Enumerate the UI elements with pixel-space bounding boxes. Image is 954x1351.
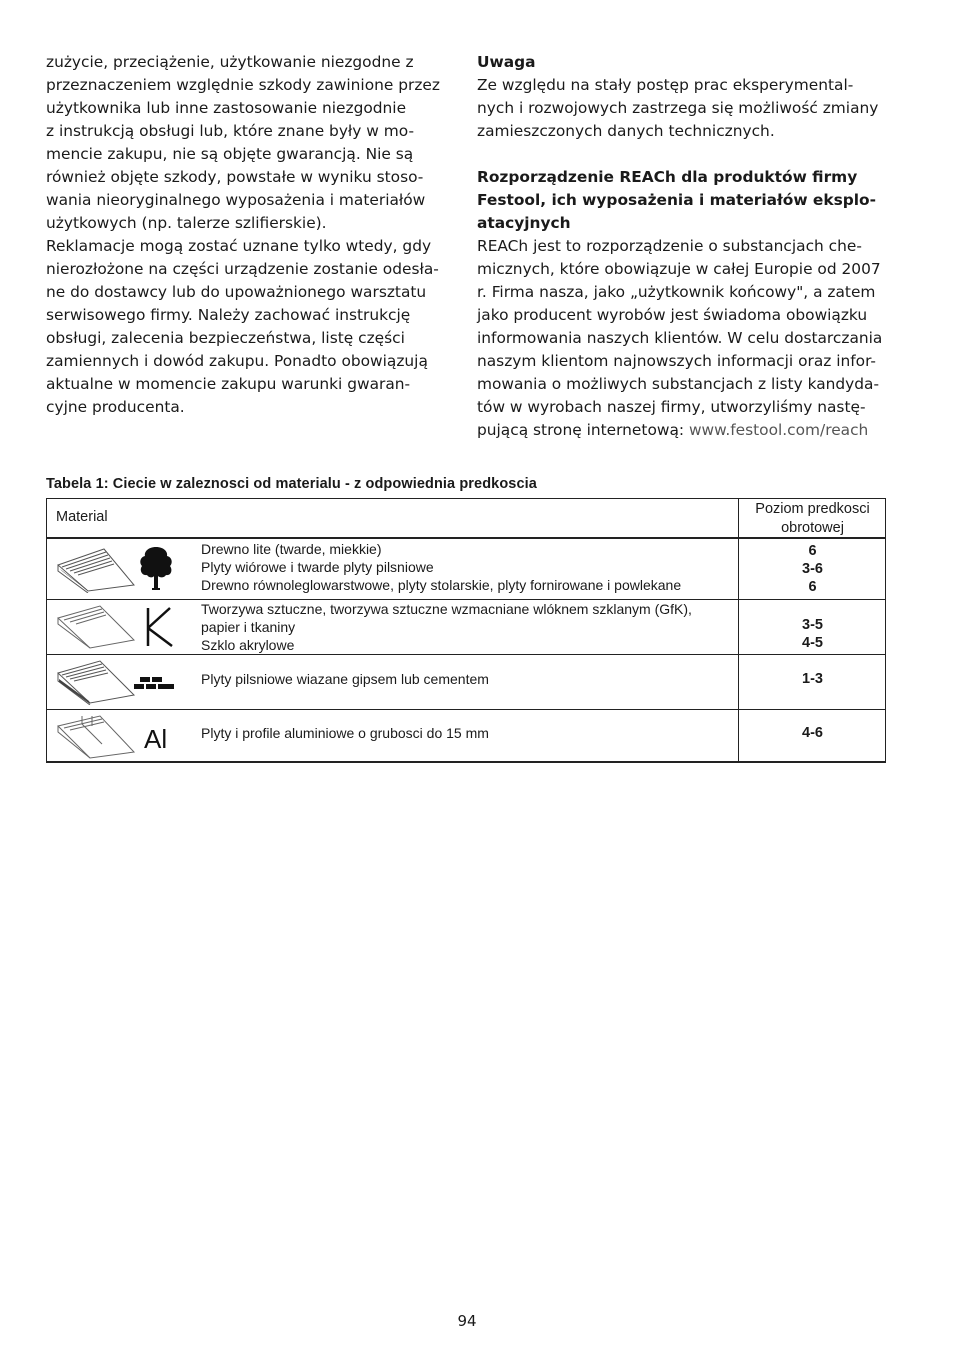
material-speed-table	[46, 498, 886, 763]
notes-text-column	[477, 51, 886, 442]
text-line: serwisowego firmy. Należy zachować instrukcję	[46, 306, 411, 324]
speed-value: 4-5	[802, 635, 823, 651]
reach-url-link[interactable]: www.festool.com/reach	[688, 421, 869, 439]
board-stack-icon	[56, 545, 136, 593]
tree-icon	[138, 545, 174, 591]
material-name: Plyty wiórowe i twarde plyty pilsniowe	[201, 559, 434, 575]
table-row	[46, 655, 886, 709]
table-row	[46, 710, 886, 761]
text-line: zamiennych i dowód zakupu. Ponadto obowiązują	[46, 352, 428, 370]
text-line: mencie zakupu, nie są objęte gwarancją. Nie są	[46, 145, 414, 163]
material-name: Drewno lite (twarde, miekkie)	[201, 541, 382, 557]
aluminium-icon	[142, 724, 178, 752]
text-line: mowania o możliwych substancjach z listy kandyda-	[477, 375, 880, 393]
speed-value: 3-5	[802, 617, 823, 633]
speed-value: 4-6	[802, 725, 823, 741]
text-line: tów w wyrobach naszej firmy, utworzyliśmy nastę-	[477, 398, 866, 416]
text-line: zamieszczonych danych technicznych.	[477, 122, 775, 140]
text-line: użytkownika lub inne zastosowanie niezgodnie	[46, 99, 407, 117]
speed-value: 6	[808, 543, 817, 559]
text-line: nierozłożone na części urządzenie zostanie odesła-	[46, 260, 439, 278]
reach-heading-line: atacyjnych	[477, 214, 571, 232]
table-row	[46, 539, 886, 599]
text-line: informowania naszych klientów. W celu dostarczania	[477, 329, 883, 347]
aluminium-symbol: Al	[144, 724, 168, 752]
header-material: Material	[56, 509, 108, 525]
text-line: zużycie, przeciążenie, użytkowanie niezgodne z	[46, 53, 414, 71]
text-line: r. Firma nasza, jako „użytkownik końcowy", a zatem	[477, 283, 876, 301]
speed-value: 6	[808, 579, 817, 595]
reach-last-line: pującą stronę internetową:	[477, 421, 685, 439]
reach-heading-line: Rozporządzenie REACh dla produktów firmy	[477, 168, 858, 186]
text-line: obsługi, zalecenia bezpieczeństwa, listę części	[46, 329, 405, 347]
text-line: również objęte szkody, powstałe w wyniku stoso-	[46, 168, 424, 186]
text-line: ne do dostawcy lub do upoważnionego warsztatu	[46, 283, 427, 301]
table-row	[46, 600, 886, 654]
speed-value: 3-6	[802, 561, 823, 577]
text-line: nych i rozwojowych zastrzega się możliwość zmiany	[477, 99, 879, 117]
text-line: jako producent wyrobów jest świadoma obowiązku	[477, 306, 868, 324]
material-name: Plyty i profile aluminiowe o grubosci do 15 mm	[201, 725, 489, 741]
material-name: Tworzywa sztuczne, tworzywa sztuczne wzmacniane wlóknem szklanym (GfK),	[201, 601, 692, 617]
text-line: użytkowych (np. talerze szlifierskie).	[46, 214, 327, 232]
page-number: 94	[457, 1312, 477, 1330]
reach-heading-line: Festool, ich wyposażenia i materiałów eksplo-	[477, 191, 876, 209]
text-line: aktualne w momencie zakupu warunki gwaran-	[46, 375, 411, 393]
note-heading: Uwaga	[477, 53, 536, 71]
material-name: papier i tkaniny	[201, 619, 296, 635]
text-line: Ze względu na stały postęp prac eksperymental-	[477, 76, 854, 94]
text-line: cyjne producenta.	[46, 398, 185, 416]
header-speed: Poziom predkosci obrotowej	[755, 501, 870, 536]
material-name: Szklo akrylowe	[201, 637, 295, 653]
board-stack-icon	[56, 714, 136, 760]
material-name: Plyty pilsniowe wiazane gipsem lub cementem	[201, 671, 489, 687]
text-line: REACh jest to rozporządzenie o substancjach che-	[477, 237, 862, 255]
table-title: Tabela 1: Ciecie w zaleznosci od materialu - z odpowiednia predkoscia	[46, 476, 537, 492]
material-name: Drewno równoleglowarstwowe, plyty stolarskie, plyty fornirowane i powlekane	[201, 577, 682, 593]
board-stack-icon	[56, 659, 136, 705]
text-line: naszym klientom najnowszych informacji oraz infor-	[477, 352, 876, 370]
brick-icon	[132, 677, 176, 691]
plastic-k-icon	[144, 606, 176, 648]
text-line: wania nieoryginalnego wyposażenia i materiałów	[46, 191, 426, 209]
board-stack-icon	[56, 604, 136, 650]
speed-value: 1-3	[802, 671, 823, 687]
text-line: z instrukcją obsługi lub, które znane były w mo-	[46, 122, 415, 140]
text-line: micznych, które obowiązuje w całej Europie od 2007	[477, 260, 881, 278]
text-line	[477, 419, 886, 442]
text-line: przeznaczeniem względnie szkody zawinione przez	[46, 76, 440, 94]
text-line: Reklamacje mogą zostać uznane tylko wtedy, gdy	[46, 237, 432, 255]
warranty-text-column	[46, 51, 454, 419]
